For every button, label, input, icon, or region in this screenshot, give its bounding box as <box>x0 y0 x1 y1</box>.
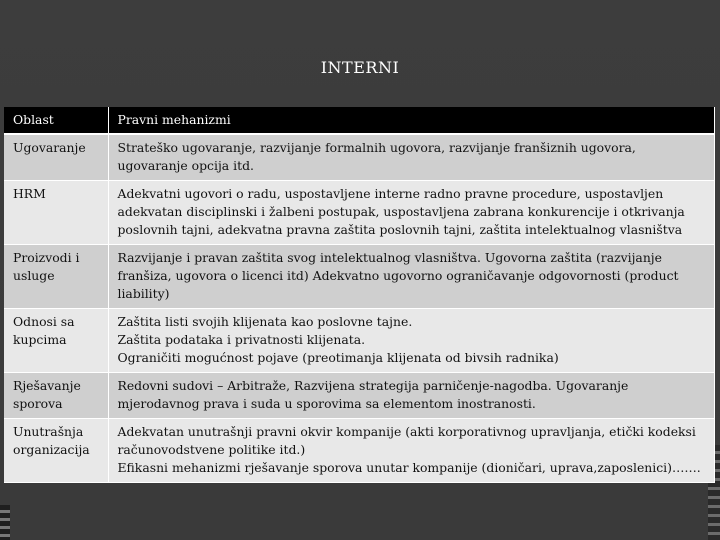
row-area-cell: Ugovaranje <box>4 134 108 181</box>
mechanism-line: Razvijanje i pravan zaštita svog intelektualnog vlasništva. Ugovorna zaštita (razvijanje franšiza, ugovora o licenci itd) Adekvatno ugovorno ograničavanje odgovornosti (product liability) <box>117 250 679 301</box>
mechanism-line: Zaštita podataka i privatnosti klijenata. <box>117 332 366 347</box>
table-row <box>4 245 714 309</box>
mechanism-line: Zaštita listi svojih klijenata kao poslovne tajne. <box>117 314 413 329</box>
row-mechanisms-cell <box>108 373 714 419</box>
header-mechanisms: Pravni mehanizmi <box>108 107 714 134</box>
mechanism-line: Redovni sudovi – Arbitraže, Razvijena strategija parničenje-nagodba. Ugovaranje mjerodavnog prava i suda u sporovima sa elementom inostranosti. <box>117 378 629 411</box>
table-header-row <box>4 107 714 134</box>
row-area-cell: HRM <box>4 181 108 245</box>
row-mechanisms-cell <box>108 419 714 483</box>
row-area-cell: Rješavanje sporova <box>4 373 108 419</box>
table-row <box>4 181 714 245</box>
row-area-cell: Unutrašnja organizacija <box>4 419 108 483</box>
slide-title: INTERNI <box>320 58 400 77</box>
row-area-cell: Proizvodi i usluge <box>4 245 108 309</box>
mechanism-line: Adekvatni ugovori o radu, uspostavljene interne radno pravne procedure, uspostavljen adekvatan disciplinski i žalbeni postupak, uspostavljena zabrana konkurencije i otkrivanja poslovnih tajni, adekvatna pravna zaštita poslovnih tajni, zaštita intelektualnog vlasništva <box>117 186 685 237</box>
row-mechanisms-cell <box>108 245 714 309</box>
table-row <box>4 134 714 181</box>
row-mechanisms-cell <box>108 181 714 245</box>
mechanism-line: Strateško ugovaranje, razvijanje formalnih ugovora, razvijanje franšiznih ugovora, ugovaranje opcija itd. <box>117 140 636 173</box>
table-row <box>4 309 714 373</box>
table-row <box>4 419 714 483</box>
mechanism-line: Ograničiti mogućnost pojave (preotimanja klijenata od bivsih radnika) <box>117 350 559 365</box>
row-mechanisms-cell <box>108 309 714 373</box>
row-area-cell: Odnosi sa kupcima <box>4 309 108 373</box>
mechanism-line: Adekvatan unutrašnji pravni okvir kompanije (akti korporativnog upravljanja, etički kodeksi računovodstvene politike itd.) <box>117 424 696 457</box>
decorative-stripes-left <box>0 505 10 540</box>
header-area: Oblast <box>4 107 108 134</box>
mechanism-line: Efikasni mehanizmi rješavanje sporova unutar kompanije (dioničari, uprava,zaposlenici)……. <box>117 460 701 475</box>
legal-mechanisms-table <box>4 107 715 483</box>
table-row <box>4 373 714 419</box>
row-mechanisms-cell <box>108 134 714 181</box>
